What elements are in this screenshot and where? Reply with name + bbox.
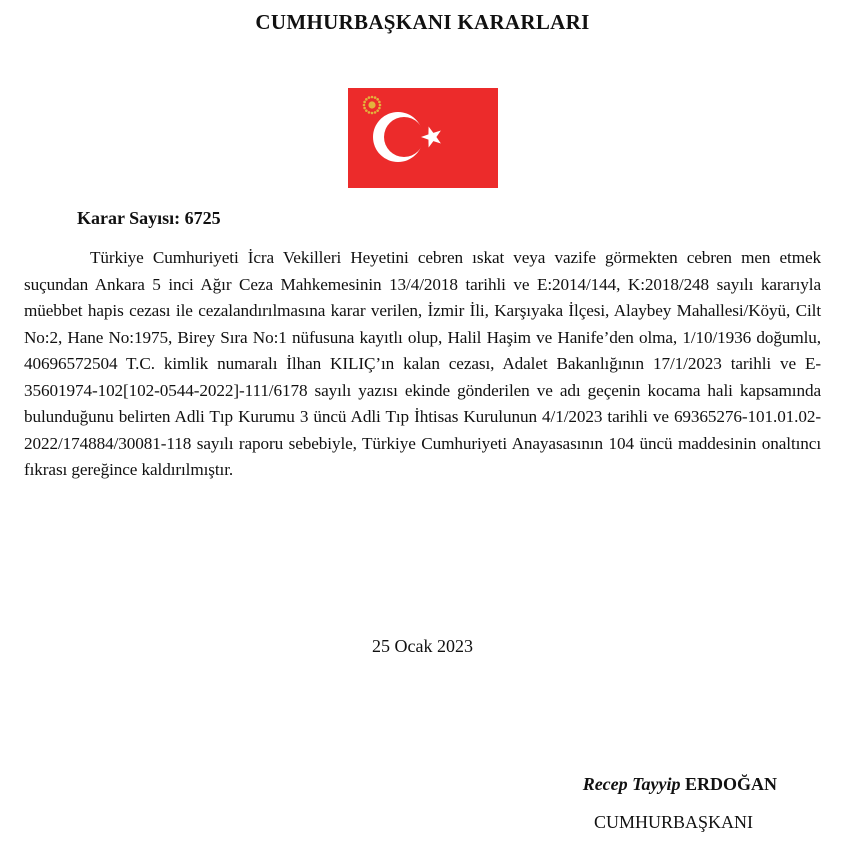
decision-number: Karar Sayısı: 6725	[77, 208, 221, 228]
seal-star	[368, 111, 371, 114]
signer-name	[583, 774, 777, 795]
decision-date: 25 Ocak 2023	[372, 636, 473, 656]
seal-star	[376, 98, 379, 101]
seal-star	[371, 112, 374, 115]
seal-star	[374, 111, 377, 114]
seal-star	[378, 107, 381, 110]
seal-star	[378, 101, 381, 104]
seal-star	[363, 104, 366, 107]
seal-star	[368, 96, 371, 99]
seal-star	[363, 107, 366, 110]
crescent-inner	[384, 117, 424, 157]
seal-star	[365, 109, 368, 112]
signer-surname: ERDOĞAN	[684, 774, 777, 794]
seal-star	[371, 96, 374, 99]
document-title: CUMHURBAŞKANI KARARLARI	[255, 10, 590, 34]
seal-star	[376, 109, 379, 112]
seal-star	[363, 101, 366, 104]
turkish-flag-icon	[348, 88, 498, 188]
seal-star	[365, 98, 368, 101]
signer-given-name: Recep Tayyip	[582, 774, 681, 794]
signer-title: CUMHURBAŞKANI	[593, 812, 753, 832]
seal-star	[374, 96, 377, 99]
seal-center-sun	[368, 101, 375, 108]
decision-body: Türkiye Cumhuriyeti İcra Vekilleri Heyetini cebren ıskat veya vazife görmekten cebren men etmek suçundan Ankara 5 inci Ağır Ceza Mahkemesinin 13/4/2018 tarihli ve E:2014/144, K:2018/248 sayılı kararıyla müebbet hapis cezası ile cezalandırılmasına karar verilen, İzmir İli, Karşıyaka İlçesi, Alaybey Mahallesi/Köyü, Cilt No:2, Hane No:1975, Birey Sıra No:1 nüfusuna kayıtlı olup, Halil Haşim ve Hanife’den olma, 1/10/1936 doğumlu, 40696572504 T.C. kimlik numaralı İlhan KILIÇ’ın kalan cezası, Adalet Bakanlığının 17/1/2023 tarihli ve E-35601974-102[102-0544-2022]-111/6178 sayılı yazısı ekinde gönderilen ve adı geçenin kocama hali kapsamında bulunduğunu belirten Adli Tıp Kurumu 3 üncü Adli Tıp İhtisas Kurulunun 4/1/2023 tarihli ve 69365276-101.01.02-2022/174884/30081-118 sayılı raporu sebebiyle, Türkiye Cumhuriyeti Anayasasının 104 üncü maddesinin onaltıncı fıkrası gereğince kaldırılmıştır.	[24, 248, 821, 479]
seal-star	[379, 104, 382, 107]
